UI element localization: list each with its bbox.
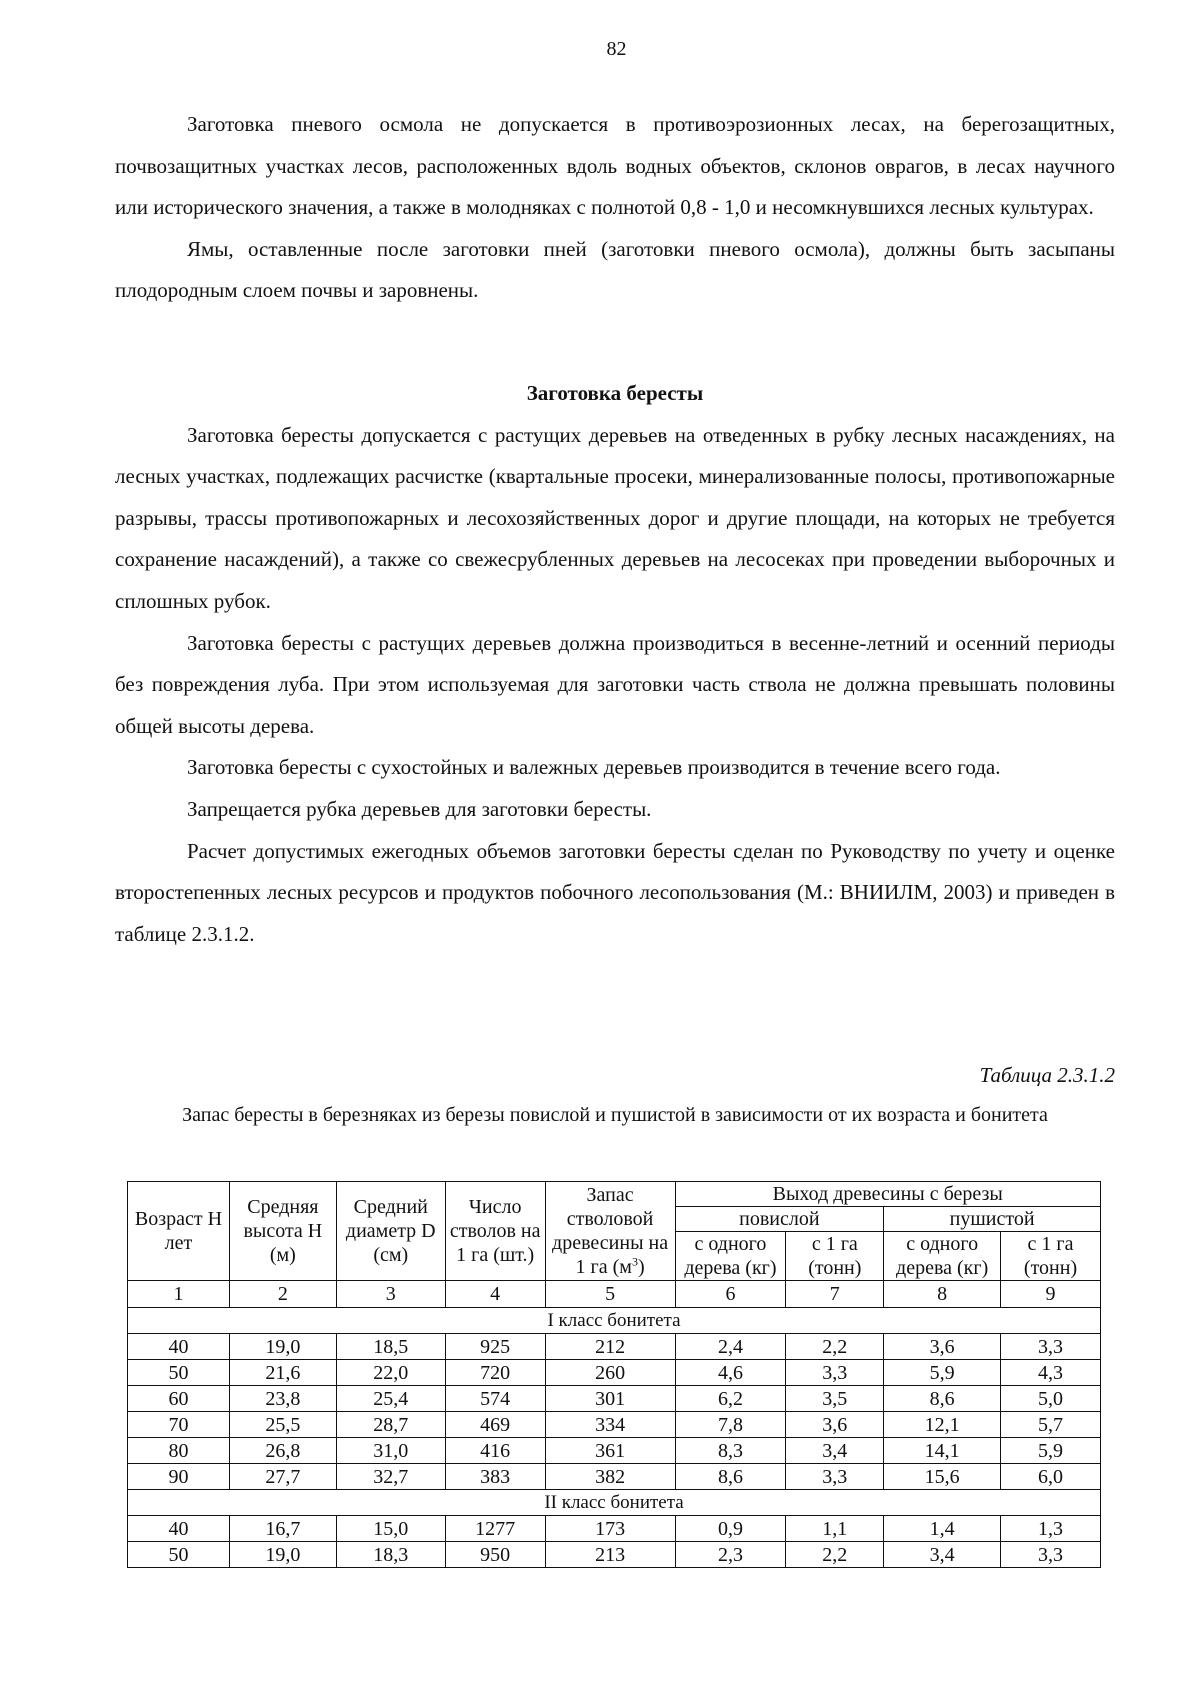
table-cell: 950 bbox=[445, 1542, 545, 1568]
table-cell: 18,3 bbox=[336, 1542, 445, 1568]
header-age: Возраст Н лет bbox=[128, 1182, 230, 1281]
column-number: 1 bbox=[128, 1281, 230, 1308]
header-yield-group: Выход древесины с березы bbox=[675, 1182, 1100, 1207]
header-stock-end: ) bbox=[637, 1256, 645, 1278]
table-cell: 6,2 bbox=[675, 1386, 786, 1412]
table-cell: 334 bbox=[545, 1412, 675, 1438]
table-cell: 12,1 bbox=[884, 1412, 1001, 1438]
column-number: 9 bbox=[1001, 1281, 1101, 1308]
header-pubescens: пушистой bbox=[884, 1207, 1101, 1232]
header-stock-text: Запас стволовой древесины на 1 га (м bbox=[552, 1184, 669, 1278]
table-cell: 21,6 bbox=[229, 1360, 336, 1386]
table-cell: 1,1 bbox=[786, 1516, 884, 1542]
column-number: 7 bbox=[786, 1281, 884, 1308]
header-stock-sup: 3 bbox=[631, 1254, 638, 1269]
table-cell: 8,3 bbox=[675, 1438, 786, 1464]
text-block-top bbox=[115, 104, 1115, 312]
table-cell: 25,5 bbox=[229, 1412, 336, 1438]
table-cell: 90 bbox=[128, 1464, 230, 1490]
table-section-row bbox=[128, 1308, 1101, 1334]
table-row bbox=[128, 1412, 1101, 1438]
table-cell: 5,7 bbox=[1001, 1412, 1101, 1438]
table-cell: 28,7 bbox=[336, 1412, 445, 1438]
header-stock bbox=[545, 1182, 675, 1281]
table-cell: 212 bbox=[545, 1334, 675, 1360]
table-cell: 60 bbox=[128, 1386, 230, 1412]
table-row bbox=[128, 1334, 1101, 1360]
table-label: Таблица 2.3.1.2 bbox=[979, 1063, 1115, 1087]
table-cell: 925 bbox=[445, 1334, 545, 1360]
header-per-ha: с 1 га (тонн) bbox=[786, 1232, 884, 1281]
header-stems: Число стволов на 1 га (шт.) bbox=[445, 1182, 545, 1281]
paragraph: Заготовка пневого осмола не допускается в противоэрозионных лесах, на берегозащитных, почвозащитных участках лесов, расположенных вдоль водных объектов, склонов оврагов, в лесах научного или исторического значения, а также в молодняках с полнотой 0,8 - 1,0 и несомкнувшихся лесных культурах. bbox=[115, 112, 1115, 220]
table-cell: 50 bbox=[128, 1542, 230, 1568]
table-cell: 32,7 bbox=[336, 1464, 445, 1490]
table-cell: 40 bbox=[128, 1516, 230, 1542]
table-caption: Запас бересты в березняках из березы повислой и пушистой в зависимости от их возраста и бонитета bbox=[182, 1104, 1048, 1126]
table-cell: 2,4 bbox=[675, 1334, 786, 1360]
table-cell: 7,8 bbox=[675, 1412, 786, 1438]
table-cell: 19,0 bbox=[229, 1334, 336, 1360]
table-body bbox=[128, 1308, 1101, 1568]
table-heading-block bbox=[115, 1055, 1115, 1097]
paragraph: Расчет допустимых ежегодных объемов заготовки бересты сделан по Руководству по учету и оценке второстепенных лесных ресурсов и продуктов побочного лесопользования (М.: ВНИИЛМ, 2003) и приведен в таблице 2.3.1.2. bbox=[115, 838, 1115, 946]
table-cell: 31,0 bbox=[336, 1438, 445, 1464]
table-cell: 8,6 bbox=[884, 1386, 1001, 1412]
table-cell: 18,5 bbox=[336, 1334, 445, 1360]
data-table bbox=[127, 1181, 1101, 1568]
table-cell: 301 bbox=[545, 1386, 675, 1412]
table-cell: 16,7 bbox=[229, 1516, 336, 1542]
table-cell: 25,4 bbox=[336, 1386, 445, 1412]
table-header-row bbox=[128, 1182, 1101, 1207]
column-number: 5 bbox=[545, 1281, 675, 1308]
column-number: 4 bbox=[445, 1281, 545, 1308]
table-cell: 3,4 bbox=[884, 1542, 1001, 1568]
table-cell: 50 bbox=[128, 1360, 230, 1386]
table-cell: 3,3 bbox=[1001, 1334, 1101, 1360]
table-cell: 1,4 bbox=[884, 1516, 1001, 1542]
table-cell: 80 bbox=[128, 1438, 230, 1464]
table-cell: 26,8 bbox=[229, 1438, 336, 1464]
column-number: 3 bbox=[336, 1281, 445, 1308]
table-cell: 383 bbox=[445, 1464, 545, 1490]
table-row bbox=[128, 1438, 1101, 1464]
table-row bbox=[128, 1464, 1101, 1490]
header-per-tree: с одного дерева (кг) bbox=[884, 1232, 1001, 1281]
table-cell: 2,3 bbox=[675, 1542, 786, 1568]
table-cell: 382 bbox=[545, 1464, 675, 1490]
header-diameter: Средний диаметр D (см) bbox=[336, 1182, 445, 1281]
section-heading: Заготовка бересты bbox=[526, 381, 704, 405]
table-cell: 19,0 bbox=[229, 1542, 336, 1568]
table-row bbox=[128, 1516, 1101, 1542]
table-cell: 15,6 bbox=[884, 1464, 1001, 1490]
table-cell: 361 bbox=[545, 1438, 675, 1464]
header-height: Средняя высота Н (м) bbox=[229, 1182, 336, 1281]
column-number: 2 bbox=[229, 1281, 336, 1308]
section-title: II класс бонитета bbox=[128, 1490, 1101, 1516]
paragraph: Ямы, оставленные после заготовки пней (заготовки пневого осмола), должны быть засыпаны плодородным слоем почвы и заровнены. bbox=[115, 236, 1115, 303]
table-cell: 173 bbox=[545, 1516, 675, 1542]
table-cell: 469 bbox=[445, 1412, 545, 1438]
table-cell: 8,6 bbox=[675, 1464, 786, 1490]
table-cell: 40 bbox=[128, 1334, 230, 1360]
table-cell: 3,6 bbox=[884, 1334, 1001, 1360]
table-section-row bbox=[128, 1490, 1101, 1516]
text-block-main bbox=[115, 373, 1115, 955]
table-cell: 1277 bbox=[445, 1516, 545, 1542]
table-cell: 1,3 bbox=[1001, 1516, 1101, 1542]
table-cell: 3,6 bbox=[786, 1412, 884, 1438]
table-row bbox=[128, 1360, 1101, 1386]
header-per-ha: с 1 га (тонн) bbox=[1001, 1232, 1101, 1281]
header-per-tree: с одного дерева (кг) bbox=[675, 1232, 786, 1281]
column-number: 8 bbox=[884, 1281, 1001, 1308]
table-cell: 574 bbox=[445, 1386, 545, 1412]
section-title: I класс бонитета bbox=[128, 1308, 1101, 1334]
column-number: 6 bbox=[675, 1281, 786, 1308]
table-cell: 22,0 bbox=[336, 1360, 445, 1386]
table-cell: 4,6 bbox=[675, 1360, 786, 1386]
table-cell: 23,8 bbox=[229, 1386, 336, 1412]
table-cell: 4,3 bbox=[1001, 1360, 1101, 1386]
table-cell: 3,3 bbox=[786, 1360, 884, 1386]
table-caption-block bbox=[115, 1095, 1115, 1135]
table-cell: 3,3 bbox=[786, 1464, 884, 1490]
table-cell: 3,5 bbox=[786, 1386, 884, 1412]
table-cell: 5,9 bbox=[1001, 1438, 1101, 1464]
table-cell: 5,0 bbox=[1001, 1386, 1101, 1412]
table-cell: 260 bbox=[545, 1360, 675, 1386]
table-cell: 70 bbox=[128, 1412, 230, 1438]
table-cell: 14,1 bbox=[884, 1438, 1001, 1464]
paragraph: Запрещается рубка деревьев для заготовки бересты. bbox=[187, 796, 652, 821]
table-cell: 416 bbox=[445, 1438, 545, 1464]
paragraph: Заготовка бересты допускается с растущих деревьев на отведенных в рубку лесных насаждениях, на лесных участках, подлежащих расчистке (квартальные просеки, минерализованные полосы, противопожарные разрывы, трассы противопожарных и лесохозяйственных дорог и другие площади, на которых не требуется сохранение насаждений), а также со свежесрубленных деревьев на лесосеках при проведении выборочных и сплошных рубок. bbox=[115, 422, 1115, 613]
table-cell: 3,4 bbox=[786, 1438, 884, 1464]
table-row bbox=[128, 1542, 1101, 1568]
table-cell: 0,9 bbox=[675, 1516, 786, 1542]
column-number-row bbox=[128, 1281, 1101, 1308]
table-cell: 2,2 bbox=[786, 1334, 884, 1360]
paragraph: Заготовка бересты с растущих деревьев должна производиться в весенне-летний и осенний периоды без повреждения луба. При этом используемая для заготовки часть ствола не должна превышать половины общей высоты дерева. bbox=[115, 630, 1115, 738]
header-pendula: повислой bbox=[675, 1207, 884, 1232]
table-cell: 15,0 bbox=[336, 1516, 445, 1542]
table-cell: 5,9 bbox=[884, 1360, 1001, 1386]
table-cell: 213 bbox=[545, 1542, 675, 1568]
table-cell: 3,3 bbox=[1001, 1542, 1101, 1568]
table-cell: 6,0 bbox=[1001, 1464, 1101, 1490]
paragraph: Заготовка бересты с сухостойных и валежных деревьев производится в течение всего года. bbox=[187, 755, 1001, 780]
table-cell: 2,2 bbox=[786, 1542, 884, 1568]
page-number: 82 bbox=[606, 38, 627, 60]
table-row bbox=[128, 1386, 1101, 1412]
table-cell: 27,7 bbox=[229, 1464, 336, 1490]
table-cell: 720 bbox=[445, 1360, 545, 1386]
